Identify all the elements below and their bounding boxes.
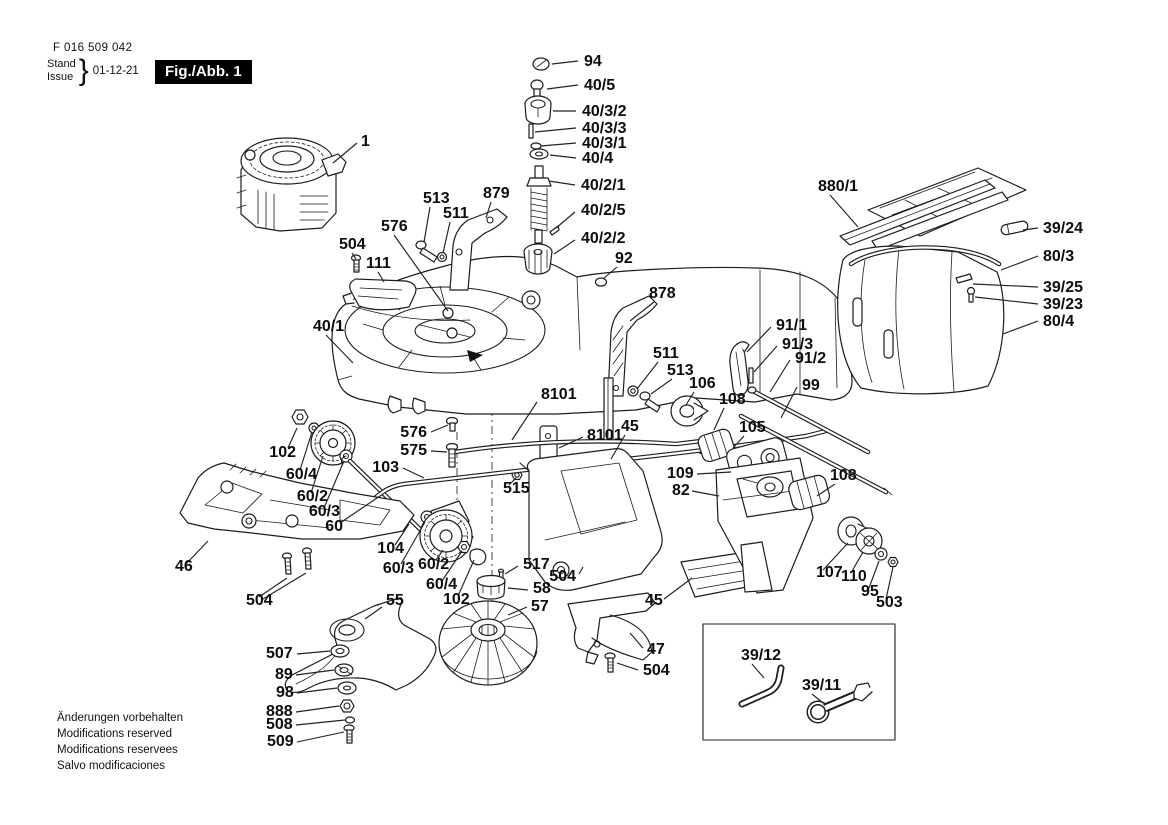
leader-line-575 — [431, 451, 447, 452]
part-label-60-2a: 60/2 — [296, 488, 328, 505]
part-label-47: 47 — [647, 641, 665, 658]
part-label-60: 60 — [325, 518, 343, 535]
part-label-8101b: 8101 — [587, 427, 623, 444]
blade-55 — [285, 598, 436, 693]
part-label-504d: 504 — [643, 662, 670, 679]
leader-line-60-4a — [300, 432, 312, 470]
leader-line-576b — [431, 425, 448, 432]
hex-key-39-12 — [742, 668, 781, 704]
part-label-40-1: 40/1 — [313, 318, 345, 335]
washer-511b — [628, 386, 638, 396]
screw-504a — [352, 255, 361, 272]
part-label-45a: 45 — [621, 418, 639, 435]
note-en: Modifications reserved — [57, 728, 173, 740]
part-label-1: 1 — [361, 133, 370, 150]
part-label-98: 98 — [276, 684, 294, 701]
leader-line-45c — [664, 578, 692, 599]
mower-deck-drawing — [332, 257, 852, 414]
washer-511a — [438, 253, 447, 262]
bolt-576b — [447, 418, 458, 432]
part-label-46: 46 — [175, 558, 193, 575]
part-label-504b: 504 — [246, 592, 273, 609]
leader-line-40-3-3 — [535, 128, 576, 132]
part-label-40-4: 40/4 — [582, 150, 614, 167]
leader-line-108a — [714, 408, 724, 430]
part-label-515: 515 — [503, 480, 530, 497]
document-number: F 016 509 042 — [53, 42, 133, 54]
leader-line-80-4 — [1003, 321, 1038, 334]
leader-line-80-3 — [1001, 256, 1038, 270]
part-label-40-2-5: 40/2/5 — [581, 202, 626, 219]
clamp-106 — [671, 396, 708, 426]
leader-line-880-1 — [830, 195, 858, 227]
part-label-40-2-1: 40/2/1 — [581, 177, 626, 194]
part-label-102a: 102 — [269, 444, 296, 461]
part-label-60-4a: 60/4 — [285, 466, 317, 483]
part-label-108a: 108 — [719, 391, 746, 408]
part-label-39-25: 39/25 — [1043, 279, 1084, 296]
part-label-60-2b: 60/2 — [418, 556, 450, 573]
washer-95 — [875, 548, 887, 560]
part-label-40-3-1: 40/3/1 — [582, 135, 627, 152]
leader-line-888 — [296, 706, 339, 712]
leader-line-517 — [505, 566, 518, 574]
part-label-40-3-3: 40/3/3 — [582, 120, 627, 137]
part-label-91-3: 91/3 — [782, 336, 814, 353]
leader-line-47 — [630, 633, 643, 648]
note-es: Salvo modificaciones — [57, 760, 166, 772]
part-label-94: 94 — [584, 53, 602, 70]
part-label-39-11: 39/11 — [802, 677, 842, 694]
part-label-879: 879 — [483, 185, 510, 202]
leader-line-103 — [403, 468, 424, 478]
leader-line-509 — [297, 732, 344, 742]
part-label-511b: 511 — [653, 345, 679, 362]
part-label-95: 95 — [861, 583, 879, 600]
part-label-576a: 576 — [381, 218, 408, 235]
part-label-517: 517 — [523, 556, 550, 573]
part-label-58: 58 — [533, 580, 551, 597]
part-label-507: 507 — [266, 645, 293, 662]
fan-57 — [439, 601, 537, 685]
part-label-39-23: 39/23 — [1043, 296, 1084, 313]
revision-block — [47, 54, 139, 87]
leader-line-40-2-5 — [556, 212, 575, 228]
part-label-45c: 45 — [645, 592, 663, 609]
leader-line-94 — [552, 61, 578, 64]
note-de: Änderungen vorbehalten — [57, 712, 183, 724]
part-label-60-3a: 60/3 — [308, 503, 340, 520]
tool-kit-box — [703, 624, 895, 740]
engine-drawing — [237, 138, 346, 231]
lever-91-1 — [730, 342, 749, 396]
leader-line-511a — [443, 222, 450, 253]
part-label-104: 104 — [377, 540, 404, 557]
part-label-40-3-2: 40/3/2 — [582, 103, 627, 120]
part-label-91-1: 91/1 — [776, 317, 808, 334]
part-label-110: 110 — [841, 568, 867, 585]
part-label-8101a: 8101 — [541, 386, 577, 403]
part-label-40-2-2: 40/2/2 — [581, 230, 626, 247]
part-label-80-3: 80/3 — [1043, 248, 1075, 265]
part-label-55: 55 — [386, 592, 404, 609]
part-label-575: 575 — [400, 442, 427, 459]
part-label-80-4: 80/4 — [1043, 313, 1075, 330]
part-label-60-3b: 60/3 — [382, 560, 414, 577]
part-label-39-24: 39/24 — [1043, 220, 1084, 237]
leader-line-40-2-2 — [554, 240, 575, 254]
revision-date: 01-12-21 — [92, 65, 139, 77]
part-label-106: 106 — [689, 375, 716, 392]
part-label-504c: 504 — [549, 568, 576, 585]
part-label-92: 92 — [615, 250, 633, 267]
leader-line-508 — [296, 720, 345, 725]
part-label-880-1: 880/1 — [818, 178, 859, 195]
part-label-82: 82 — [672, 482, 690, 499]
part-label-107: 107 — [816, 564, 843, 581]
screw-504d — [605, 653, 615, 672]
part-label-39-12: 39/12 — [741, 647, 782, 664]
pin-39-24 — [1000, 220, 1028, 235]
leader-line-40-5 — [547, 85, 578, 89]
part-label-576b: 576 — [400, 424, 427, 441]
figure-label: Fig./Abb. 1 — [155, 60, 252, 84]
screw-39-23 — [968, 288, 975, 303]
modification-notes — [57, 710, 183, 774]
note-fr: Modifications reservees — [57, 744, 178, 756]
leader-line-507 — [297, 651, 330, 654]
grass-catcher-drawing — [838, 168, 1029, 394]
part-label-40-5: 40/5 — [584, 77, 616, 94]
leader-line-58 — [508, 588, 528, 590]
part-label-109: 109 — [667, 465, 694, 482]
leader-line-40-4 — [550, 155, 576, 158]
part-label-513a: 513 — [423, 190, 450, 207]
part-label-508: 508 — [266, 716, 293, 733]
part-label-57: 57 — [531, 598, 549, 615]
part-label-99: 99 — [802, 377, 820, 394]
part-label-103: 103 — [372, 459, 399, 476]
leader-line-1 — [333, 143, 357, 163]
bearing-58 — [477, 576, 505, 600]
part-label-513b: 513 — [667, 362, 694, 379]
bolt-513a — [416, 241, 437, 262]
part-label-509: 509 — [267, 733, 294, 750]
part-label-89: 89 — [275, 666, 293, 683]
pin-91-3 — [749, 368, 753, 383]
leader-line-40-3-1 — [541, 143, 576, 146]
issue-label: Issue — [47, 71, 74, 83]
leader-line-82 — [692, 491, 719, 496]
part-label-111: 111 — [366, 255, 391, 272]
leader-line-513a — [424, 207, 430, 242]
leader-line-40-2-1 — [549, 181, 575, 185]
part-label-504a: 504 — [339, 236, 366, 253]
part-label-108b: 108 — [830, 467, 857, 484]
part-label-91-2: 91/2 — [795, 350, 827, 367]
part-label-888: 888 — [266, 703, 293, 720]
stand-label: Stand — [47, 58, 76, 70]
nut-503 — [888, 558, 898, 567]
part-label-511a: 511 — [443, 205, 469, 222]
brace-glyph: } — [78, 54, 89, 87]
leader-line-39-12 — [752, 664, 764, 678]
part-label-60-4b: 60/4 — [426, 576, 458, 593]
part-label-102b: 102 — [443, 591, 470, 608]
part-label-503: 503 — [876, 594, 903, 611]
screws-504b — [283, 548, 312, 574]
part-label-105: 105 — [739, 419, 766, 436]
part-label-878: 878 — [649, 285, 676, 302]
bolt-575 — [447, 444, 458, 468]
leader-line-504d — [617, 663, 638, 670]
